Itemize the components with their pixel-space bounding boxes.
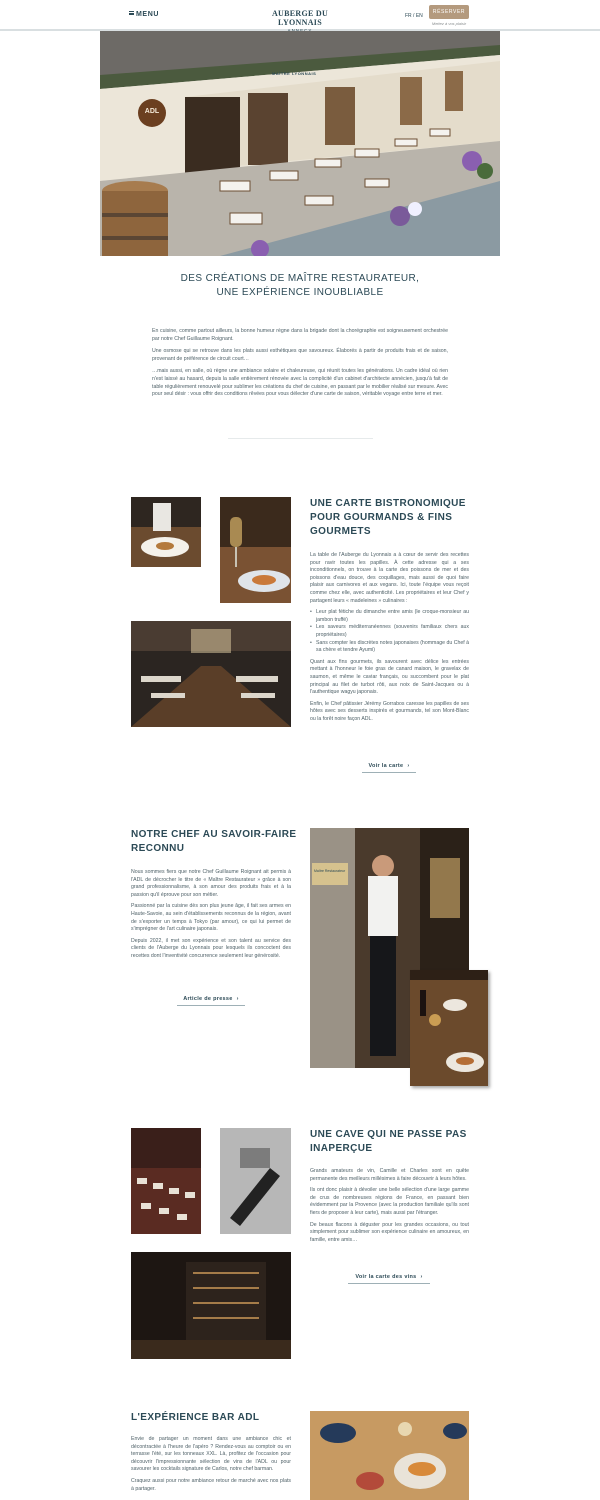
reserve-note: Mettez à vos plaisir (431, 21, 467, 26)
intro-title (140, 272, 460, 300)
chevron-right-icon: › (407, 763, 410, 769)
intro-paragraph: En cuisine, comme partout ailleurs, la bonne humeur règne dans la brigade dont la chorégraphie est soigneusement orchestrée par notre Chef Guillaume Roignant. (152, 328, 448, 342)
chevron-right-icon: › (236, 996, 239, 1002)
intro-title-line2: UNE EXPÉRIENCE INOUBLIABLE (216, 287, 384, 298)
table-dinner-photo (410, 970, 488, 1086)
cave-paragraph: De beaux flacons à déguster pour les grandes occasions, ou tout simplement pour sublimer son expérience culinaire en amoureux, en famille, entre amis… (310, 1221, 469, 1243)
article-presse-label: Article de presse (183, 996, 233, 1002)
menu-button[interactable] (129, 11, 159, 18)
carte-paragraph: La table de l'Auberge du Lyonnais a à cœur de servir des recettes pour ravir toutes les papilles. À cette adresse qui a ses inconditionnels, on trouve à la carte des poissons de mer et des poissons d'eau douce, des coquillages, mais aussi de quoi faire plaisir aux carnivores et aux vegans. Ici, toute l'équipe vous reçoit comme chez elle, avec authenticité. Les propriétaires et leur Chef y partagent leurs « madeleines » culinaires : (310, 552, 469, 604)
chef-plaque-text: Maître Restaurateur (314, 869, 346, 873)
dish-wine-photo (220, 497, 291, 603)
chef-paragraph: Depuis 2022, il met son expérience et son talent au service des clients de l'Auberge du Lyonnais pour lesquels ils concoctent des recettes dont l'inventivité concurrence seulement leur générosité. (131, 937, 291, 959)
carte-title-line3: GOURMETS (310, 526, 371, 537)
hero-sign-text: MAÎTRE LYONNAIS (272, 71, 317, 76)
article-presse-link[interactable] (177, 996, 245, 1006)
intro-title-line1: DES CRÉATIONS DE MAÎTRE RESTAURATEUR, (180, 273, 420, 284)
carte-title-line2: POUR GOURMANDS & FINS (310, 512, 453, 523)
reserve-button[interactable]: RÉSERVER (429, 5, 469, 19)
bar-paragraph: Craquez aussi pour notre ambiance retour de marché avec nos plats à partager. (131, 1477, 291, 1492)
cave-paragraph: Grands amateurs de vin, Camille et Charles sont en quête permanente des meilleurs millésimes à faire découvrir à leurs hôtes. (310, 1168, 469, 1182)
site-header (0, 0, 600, 31)
site-logo[interactable] (250, 9, 350, 33)
intro-paragraph: Une osmose qui se retrouve dans les plats aussi esthétiques que savoureux. Élaborés à partir de produits frais et de saison, provenant de préférence de circuit court… (152, 348, 448, 362)
carte-list-item: • Les saveurs méditerranéennes (souvenirs familiaux chers aux propriétaires) (310, 624, 469, 639)
chef-paragraph: Nous sommes fiers que notre Chef Guillaume Roignant ait permis à l'ADL de décrocher le titre de « Maître Restaurateur » grâce à son grand professionnalisme, à son amour des produits frais et à la passion qu'il éprouve pour son métier. (131, 869, 291, 898)
chef-title (131, 828, 301, 856)
chef-title-line1: NOTRE CHEF AU SAVOIR-FAIRE (131, 829, 297, 840)
carte-list-item: • Sans compter les discrètes notes japonaises (hommage du Chef à sa chère et tendre Ayumi) (310, 640, 469, 655)
voir-carte-link[interactable] (362, 763, 416, 773)
wine-cellar-photo (131, 1252, 291, 1359)
carte-title-line1: UNE CARTE BISTRONOMIQUE (310, 498, 466, 509)
chef-plating-photo (131, 497, 201, 567)
carte-list (310, 609, 469, 655)
chef-paragraph: Passionné par la cuisine dès son plus jeune âge, il fait ses armes en Haute-Savoie, au sein d'établissements reconnus de la région, avant de s'exporter un temps à Tokyo (par amour), ce qui lui permet de s'imprégner de l'art culinaire japonais. (131, 903, 291, 933)
wine-bottles-photo (131, 1128, 201, 1234)
voir-carte-vins-link[interactable] (348, 1274, 430, 1284)
cave-title (310, 1128, 480, 1156)
bar-title: L'EXPÉRIENCE BAR ADL (131, 1412, 260, 1423)
carte-paragraph: Enfin, le Chef pâtissier Jérémy Gorrabos caresse les papilles de ses hôtes avec ses desserts inspirés et gourmands, tel son Mont-Blanc ou la forêt noire façon ADL. (310, 700, 469, 722)
carte-title (310, 497, 480, 539)
chef-text (131, 869, 291, 965)
bar-paragraph: Envie de partager un moment dans une ambiance chic et décontractée à l'heure de l'apéro ? Rendez-vous au comptoir ou en terrasse l'été, sur les tonneaux XXL. Là, profitez de l'occasion pour découvrir l'impressionnante sélection de vins de l'ADL ou pour savourer les cocktails signature de Carlos, notre chef barman. (131, 1436, 291, 1473)
cave-title-line2: INAPERÇUE (310, 1143, 373, 1154)
voir-carte-vins-label: Voir la carte des vins (355, 1274, 417, 1280)
menu-label: MENU (136, 11, 160, 18)
hero-terrace-image (100, 31, 500, 256)
hamburger-icon (129, 11, 134, 15)
section-divider (228, 438, 373, 439)
bar-text (131, 1436, 291, 1497)
chevron-right-icon: › (420, 1274, 423, 1280)
logo-main-text: AUBERGE DU LYONNAIS (271, 9, 329, 27)
intro-paragraph: …mais aussi, en salle, où règne une ambiance solaire et chaleureuse, qui réunit toutes les générations. Un cadre idéal où rien n'est laissé au hasard, depuis la salle entièrement rénovée avec la complicité d'un cabinet d'architecte annécien, jusqu'à fait de table régulièrement renouvelé pour sublimer les créations du chef de cuisine, en passant par le mobilier réalisé sur mesure. Avec pour seul désir : vous offrir des conditions rêvées pour vous délecter d'une carte de saison, véritable voyage entre terre et mer. (152, 368, 448, 398)
carte-list-item: • Leur plat fétiche du dimanche entre amis (le croque-monsieur au jambon truffé) (310, 609, 469, 624)
cave-title-line1: UNE CAVE QUI NE PASSE PAS (310, 1129, 467, 1140)
voir-carte-label: Voir la carte (368, 763, 404, 769)
cave-text (310, 1168, 469, 1248)
cave-paragraph: Ils ont donc plaisir à dévoiler une belle sélection d'une large gamme de crus de nombreuses régions de France, en passant bien évidemment par la Provence (avec la production familiale qu'ils sont fiers de proposer à leur carte), mais aussi par l'étranger. (310, 1187, 469, 1216)
bar-food-photo (310, 1411, 469, 1500)
hero-logo-text: ADL (144, 108, 160, 115)
chef-title-line2: RECONNU (131, 843, 185, 854)
carte-text (310, 552, 469, 727)
intro-text (152, 328, 448, 404)
wine-pouring-photo (220, 1128, 291, 1234)
dining-room-photo (131, 621, 291, 727)
language-switch[interactable]: FR / EN (405, 13, 423, 19)
carte-paragraph: Quant aux fins gourmets, ils savourent avec délice les entrées mettant à l'honneur le foie gras de canard maison, le gravelax de saumon, et même le caviar français, ou succombent pour le plat principal au filet de turbot rôti, aux noix de Saint-Jacques ou à l'authentique wagyu japonais. (310, 658, 469, 696)
